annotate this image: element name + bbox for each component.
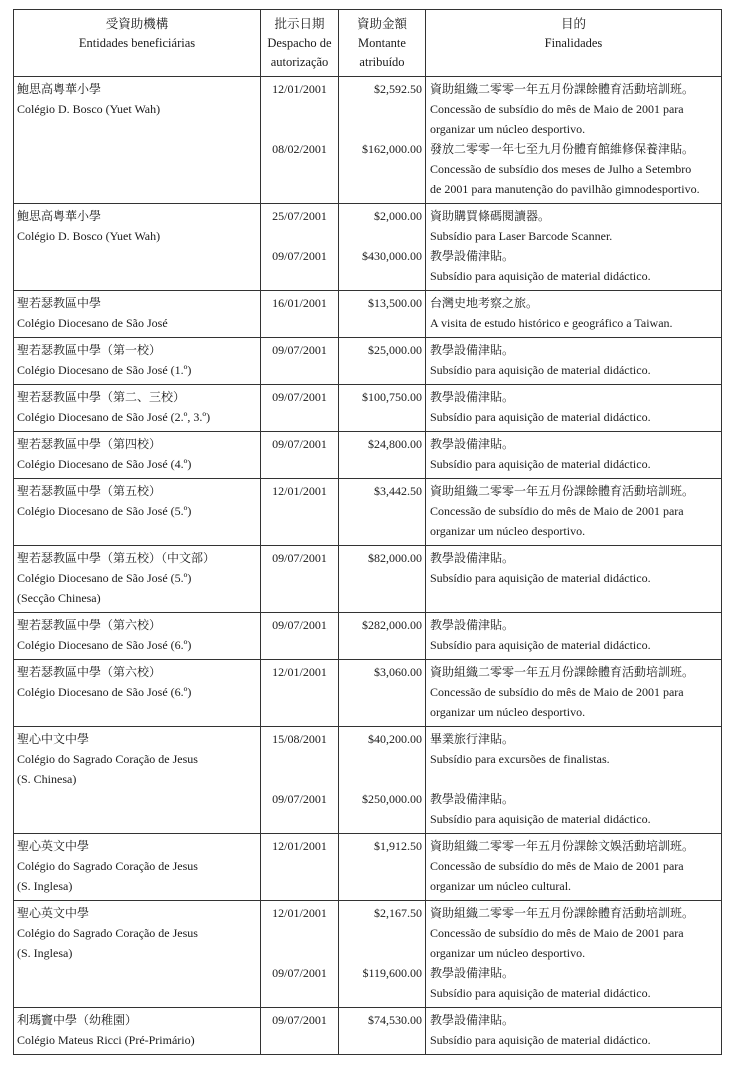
date-cell — [261, 479, 339, 546]
date-cell — [261, 385, 339, 432]
purpose-line: Subsídio para aquisição de material didáctico. — [430, 1033, 651, 1047]
entity-name-line: 聖心英文中學 — [17, 906, 90, 920]
table-row — [14, 1008, 722, 1055]
purpose-line: 教學設備津貼。 — [430, 390, 515, 404]
table-row — [14, 291, 722, 338]
header-date-pt1: Despacho de — [267, 36, 332, 50]
header-purpose-zh: 目的 — [560, 17, 586, 31]
purpose-line: organizar um núcleo desportivo. — [430, 946, 586, 960]
purpose-line: 資助組織二零零一年五月份課餘體育活動培訓班。 — [430, 665, 695, 679]
entity-cell — [14, 77, 261, 204]
amount-cell — [339, 660, 426, 727]
amount-cell — [339, 834, 426, 901]
table-row — [14, 338, 722, 385]
grant-amount: $3,442.50 — [374, 484, 422, 498]
amount-cell — [339, 546, 426, 613]
purpose-cell — [426, 613, 722, 660]
entity-name-line: Colégio Diocesano de São José (6.º) — [17, 638, 192, 652]
purpose-cell — [426, 834, 722, 901]
entity-name-line: 聖若瑟教區中學 — [17, 296, 102, 310]
grant-amount: $250,000.00 — [362, 792, 422, 806]
entity-name-line: 聖若瑟教區中學（第五校） — [17, 484, 162, 498]
table-row — [14, 204, 722, 291]
header-entity — [14, 10, 261, 77]
date-cell — [261, 338, 339, 385]
purpose-line: 資助購買條碼閱讀器。 — [430, 209, 551, 223]
grant-date: 09/07/2001 — [272, 343, 327, 357]
header-amount — [339, 10, 426, 77]
grant-date: 09/07/2001 — [272, 792, 327, 806]
grant-date: 16/01/2001 — [272, 296, 327, 310]
entity-name-line: 鮑思高粵華小學 — [17, 209, 102, 223]
purpose-line: 台灣史地考察之旅。 — [430, 296, 539, 310]
amount-cell — [339, 901, 426, 1008]
table-row — [14, 834, 722, 901]
purpose-line: Subsídio para aquisição de material didáctico. — [430, 986, 651, 1000]
amount-cell — [339, 479, 426, 546]
grant-date: 15/08/2001 — [272, 732, 327, 746]
table-row — [14, 479, 722, 546]
table-header-row — [14, 10, 722, 77]
entity-cell — [14, 613, 261, 660]
entity-name-line: 鮑思高粵華小學 — [17, 82, 102, 96]
entity-cell — [14, 1008, 261, 1055]
entity-name-line: Colégio Diocesano de São José — [17, 316, 168, 330]
purpose-line: 教學設備津貼。 — [430, 437, 515, 451]
entity-name-line: (Secção Chinesa) — [17, 591, 101, 605]
purpose-line: Subsídio para aquisição de material didáctico. — [430, 457, 651, 471]
purpose-line: organizar um núcleo desportivo. — [430, 524, 586, 538]
entity-name-line: Colégio Diocesano de São José (2.º, 3.º) — [17, 410, 211, 424]
amount-cell — [339, 385, 426, 432]
purpose-line: Subsídio para aquisição de material didáctico. — [430, 571, 651, 585]
date-cell — [261, 291, 339, 338]
header-purpose — [426, 10, 722, 77]
purpose-cell — [426, 546, 722, 613]
purpose-cell — [426, 77, 722, 204]
entity-name-line: Colégio Diocesano de São José (5.º) — [17, 504, 192, 518]
purpose-line: 資助組織二零零一年五月份課餘體育活動培訓班。 — [430, 82, 695, 96]
purpose-line: organizar um núcleo desportivo. — [430, 122, 586, 136]
entity-name-line: (S. Chinesa) — [17, 772, 77, 786]
purpose-line: 教學設備津貼。 — [430, 249, 515, 263]
entity-name-line: 聖若瑟教區中學（第二、三校） — [17, 390, 186, 404]
grant-date: 09/07/2001 — [272, 966, 327, 980]
header-amount-pt2: atribuído — [359, 55, 405, 69]
purpose-line: Subsídio para aquisição de material didáctico. — [430, 410, 651, 424]
grant-amount: $119,600.00 — [362, 966, 422, 980]
table-row — [14, 660, 722, 727]
header-entity-pt: Entidades beneficiárias — [78, 36, 196, 50]
purpose-line: de 2001 para manutenção do pavilhão gimnodesportivo. — [430, 182, 700, 196]
grant-amount: $1,912.50 — [374, 839, 422, 853]
grant-date: 12/01/2001 — [272, 839, 327, 853]
grant-amount: $2,167.50 — [374, 906, 422, 920]
date-cell — [261, 901, 339, 1008]
subsidy-table — [13, 9, 722, 1055]
purpose-line: 教學設備津貼。 — [430, 1013, 515, 1027]
grant-amount: $25,000.00 — [368, 343, 422, 357]
purpose-line: 教學設備津貼。 — [430, 792, 515, 806]
purpose-line: Subsídio para aquisição de material didáctico. — [430, 812, 651, 826]
table-row — [14, 432, 722, 479]
header-date-zh: 批示日期 — [274, 17, 325, 31]
purpose-line: 畢業旅行津貼。 — [430, 732, 515, 746]
purpose-line: Concessão de subsídio do mês de Maio de 2001 para — [430, 926, 684, 940]
entity-name-line: Colégio D. Bosco (Yuet Wah) — [17, 229, 161, 243]
purpose-line: Concessão de subsídio do mês de Maio de 2001 para — [430, 685, 684, 699]
entity-name-line: Colégio D. Bosco (Yuet Wah) — [17, 102, 161, 116]
grant-date: 09/07/2001 — [272, 437, 327, 451]
grant-amount: $24,800.00 — [368, 437, 422, 451]
purpose-line: 資助組織二零零一年五月份課餘體育活動培訓班。 — [430, 906, 695, 920]
grant-date: 08/02/2001 — [272, 142, 327, 156]
amount-cell — [339, 613, 426, 660]
date-cell — [261, 432, 339, 479]
purpose-line: 教學設備津貼。 — [430, 618, 515, 632]
table-row — [14, 77, 722, 204]
purpose-cell — [426, 291, 722, 338]
entity-name-line: Colégio do Sagrado Coração de Jesus — [17, 926, 198, 940]
entity-name-line: 聖若瑟教區中學（第一校） — [17, 343, 162, 357]
amount-cell — [339, 291, 426, 338]
purpose-cell — [426, 479, 722, 546]
entity-name-line: 聖若瑟教區中學（第五校）（中文部） — [17, 551, 216, 565]
entity-name-line: 聖若瑟教區中學（第六校） — [17, 665, 162, 679]
entity-cell — [14, 546, 261, 613]
purpose-cell — [426, 660, 722, 727]
date-cell — [261, 546, 339, 613]
purpose-line: Subsídio para aquisição de material didáctico. — [430, 269, 651, 283]
grant-amount: $282,000.00 — [362, 618, 422, 632]
purpose-line: 教學設備津貼。 — [430, 343, 515, 357]
entity-cell — [14, 479, 261, 546]
entity-name-line: (S. Inglesa) — [17, 879, 73, 893]
entity-name-line: Colégio do Sagrado Coração de Jesus — [17, 859, 198, 873]
entity-name-line: Colégio Diocesano de São José (4.º) — [17, 457, 192, 471]
purpose-line: 資助組織二零零一年五月份課餘文娛活動培訓班。 — [430, 839, 695, 853]
entity-name-line: 利瑪竇中學（幼稚園） — [17, 1013, 138, 1027]
amount-cell — [339, 77, 426, 204]
entity-name-line: 聖若瑟教區中學（第六校） — [17, 618, 162, 632]
entity-name-line: Colégio do Sagrado Coração de Jesus — [17, 752, 198, 766]
grant-date: 09/07/2001 — [272, 1013, 327, 1027]
header-amount-zh: 資助金額 — [356, 17, 407, 31]
date-cell — [261, 77, 339, 204]
amount-cell — [339, 727, 426, 834]
entity-name-line: Colégio Diocesano de São José (5.º) — [17, 571, 192, 585]
entity-name-line: 聖心中文中學 — [17, 732, 90, 746]
entity-cell — [14, 338, 261, 385]
table-row — [14, 613, 722, 660]
purpose-line: Concessão de subsídio do mês de Maio de 2001 para — [430, 504, 684, 518]
purpose-line: Concessão de subsídio do mês de Maio de 2001 para — [430, 859, 684, 873]
grant-amount: $430,000.00 — [362, 249, 422, 263]
grant-date: 12/01/2001 — [272, 484, 327, 498]
purpose-line: Subsídio para aquisição de material didáctico. — [430, 638, 651, 652]
entity-cell — [14, 834, 261, 901]
header-purpose-pt: Finalidades — [544, 36, 603, 50]
purpose-line: Subsídio para Laser Barcode Scanner. — [430, 229, 613, 243]
grant-amount: $100,750.00 — [362, 390, 422, 404]
grant-date: 25/07/2001 — [272, 209, 327, 223]
purpose-cell — [426, 727, 722, 834]
entity-cell — [14, 432, 261, 479]
purpose-cell — [426, 338, 722, 385]
purpose-line: Subsídio para aquisição de material didáctico. — [430, 363, 651, 377]
table-row — [14, 546, 722, 613]
grant-date: 09/07/2001 — [272, 390, 327, 404]
purpose-cell — [426, 901, 722, 1008]
date-cell — [261, 613, 339, 660]
entity-cell — [14, 385, 261, 432]
header-date — [261, 10, 339, 77]
purpose-line: Concessão de subsídio dos meses de Julho a Setembro — [430, 162, 692, 176]
date-cell — [261, 834, 339, 901]
entity-name-line: 聖心英文中學 — [17, 839, 90, 853]
purpose-line: 發放二零零一年七至九月份體育館維修保養津貼。 — [430, 142, 695, 156]
purpose-line: Subsídio para excursões de finalistas. — [430, 752, 610, 766]
header-amount-pt1: Montante — [358, 36, 406, 50]
date-cell — [261, 1008, 339, 1055]
purpose-line: 教學設備津貼。 — [430, 551, 515, 565]
header-entity-zh: 受資助機構 — [105, 17, 169, 31]
entity-cell — [14, 204, 261, 291]
grant-amount: $162,000.00 — [362, 142, 422, 156]
grant-date: 12/01/2001 — [272, 906, 327, 920]
grant-amount: $40,200.00 — [368, 732, 422, 746]
grant-date: 09/07/2001 — [272, 551, 327, 565]
amount-cell — [339, 338, 426, 385]
entity-name-line: Colégio Diocesano de São José (6.º) — [17, 685, 192, 699]
entity-cell — [14, 660, 261, 727]
purpose-cell — [426, 385, 722, 432]
date-cell — [261, 204, 339, 291]
grant-date: 09/07/2001 — [272, 618, 327, 632]
entity-cell — [14, 901, 261, 1008]
entity-cell — [14, 291, 261, 338]
purpose-line: Concessão de subsídio do mês de Maio de 2001 para — [430, 102, 684, 116]
entity-name-line: Colégio Mateus Ricci (Pré-Primário) — [17, 1033, 195, 1047]
purpose-line: organizar um núcleo desportivo. — [430, 705, 586, 719]
grant-date: 09/07/2001 — [272, 249, 327, 263]
amount-cell — [339, 204, 426, 291]
date-cell — [261, 660, 339, 727]
entity-name-line: Colégio Diocesano de São José (1.º) — [17, 363, 192, 377]
grant-date: 12/01/2001 — [272, 665, 327, 679]
grant-date: 12/01/2001 — [272, 82, 327, 96]
purpose-cell — [426, 432, 722, 479]
purpose-line: A visita de estudo histórico e geográfico a Taiwan. — [430, 316, 673, 330]
grant-amount: $13,500.00 — [368, 296, 422, 310]
purpose-cell — [426, 204, 722, 291]
grant-amount: $3,060.00 — [374, 665, 422, 679]
table-row — [14, 901, 722, 1008]
entity-name-line: (S. Inglesa) — [17, 946, 73, 960]
entity-cell — [14, 727, 261, 834]
amount-cell — [339, 432, 426, 479]
grant-amount: $74,530.00 — [368, 1013, 422, 1027]
table-row — [14, 385, 722, 432]
table-body — [14, 77, 722, 1055]
grant-amount: $2,592.50 — [374, 82, 422, 96]
entity-name-line: 聖若瑟教區中學（第四校） — [17, 437, 162, 451]
amount-cell — [339, 1008, 426, 1055]
grant-amount: $2,000.00 — [374, 209, 422, 223]
purpose-line: 資助組織二零零一年五月份課餘體育活動培訓班。 — [430, 484, 695, 498]
purpose-line: organizar um núcleo cultural. — [430, 879, 572, 893]
grant-amount: $82,000.00 — [368, 551, 422, 565]
date-cell — [261, 727, 339, 834]
table-row — [14, 727, 722, 834]
purpose-cell — [426, 1008, 722, 1055]
header-date-pt2: autorização — [270, 55, 329, 69]
purpose-line: 教學設備津貼。 — [430, 966, 515, 980]
